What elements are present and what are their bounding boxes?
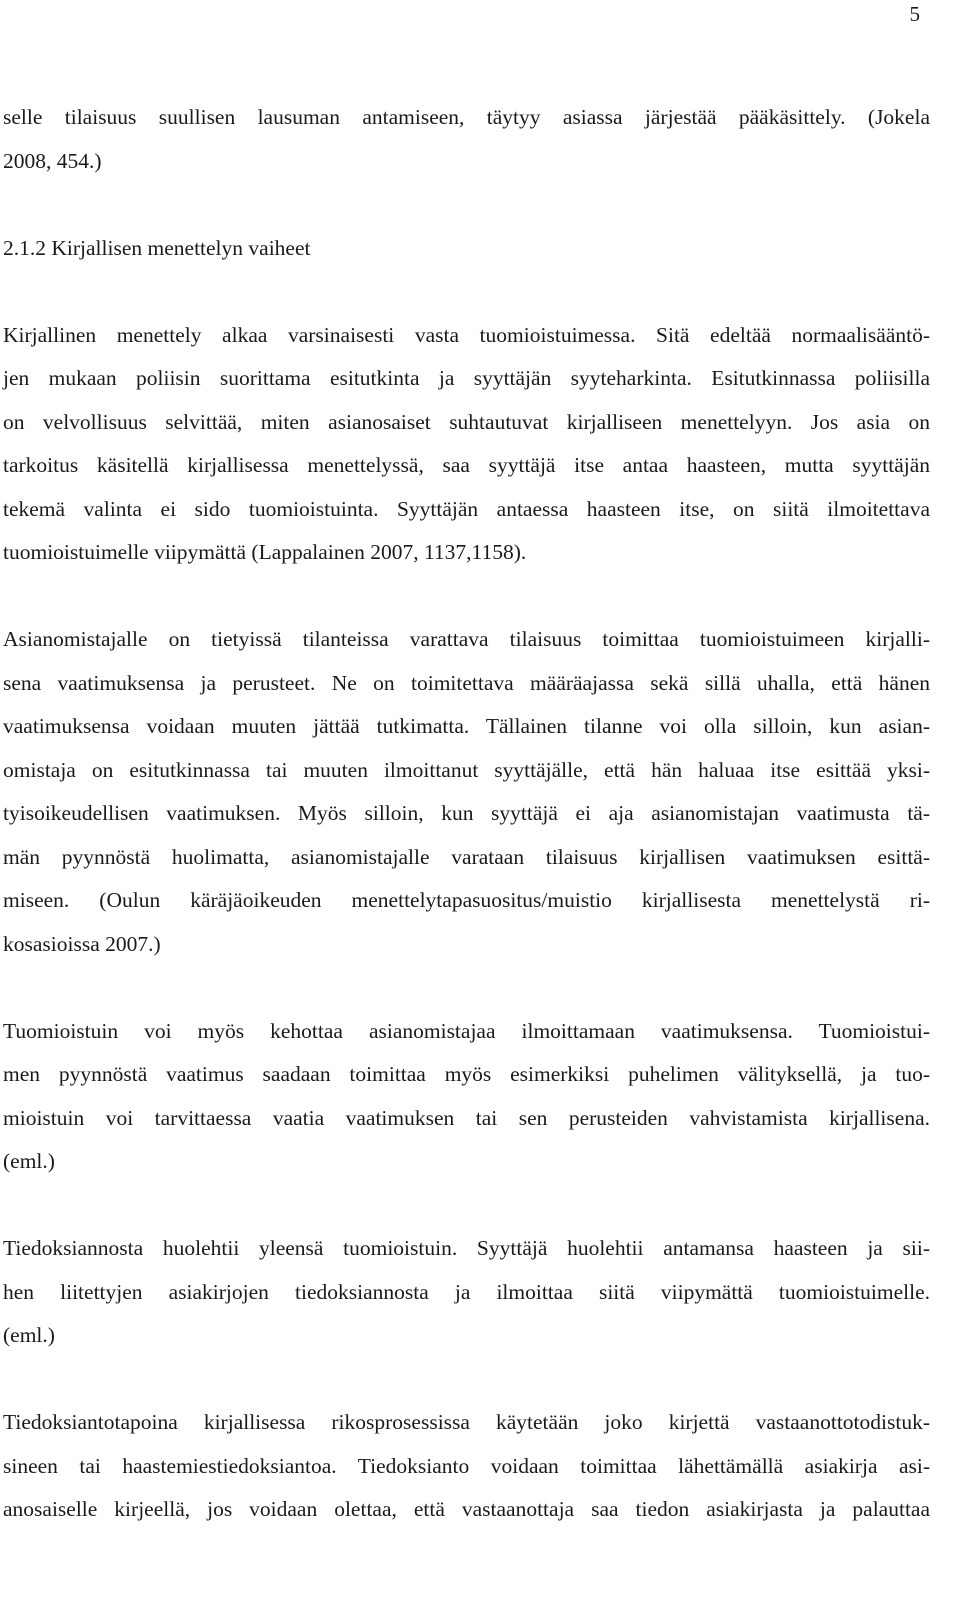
- text-line: anosaiselle kirjeellä, jos voidaan olettaa, että vastaanottaja saa tiedon asiakirjasta ja palauttaa: [3, 1497, 930, 1521]
- paragraph-tiedoksiannosta: [3, 1227, 930, 1358]
- text-line: Kirjallinen menettely alkaa varsinaisesti vasta tuomioistuimessa. Sitä edeltää normaalisääntö-: [3, 322, 930, 347]
- text-line: Tuomioistuin voi myös kehottaa asianomistajaa ilmoittamaan vaatimuksensa. Tuomioistui-: [3, 1018, 930, 1043]
- text-line: omistaja on esitutkinnassa tai muuten ilmoittanut syyttäjälle, että hän haluaa itse esittää yksi-: [3, 757, 930, 782]
- text-line: män pyynnöstä huolimatta, asianomistajalle varataan tilaisuus kirjallisen vaatimuksen esittä-: [3, 844, 930, 869]
- text-line: miseen. (Oulun käräjäoikeuden menettelytapasuositus/muistio kirjallisesta menettelystä ri-: [3, 888, 930, 912]
- text-line: mioistuin voi tarvittaessa vaatia vaatimuksen tai sen perusteiden vahvistamista kirjallisena.: [3, 1105, 930, 1130]
- text-line: tyisoikeudellisen vaatimuksen. Myös silloin, kun syyttäjä ei aja asianomistajan vaatimusta tä-: [3, 801, 930, 825]
- text-line: men pyynnöstä vaatimus saadaan toimittaa myös esimerkiksi puhelimen välityksellä, ja tuo-: [3, 1062, 930, 1086]
- text-line: vaatimuksensa voidaan muuten jättää tutkimatta. Tällainen tilanne voi olla silloin, kun asian-: [3, 714, 930, 738]
- text-line: sineen tai haastemiestiedoksiantoa. Tiedoksianto voidaan toimittaa lähettämällä asiakirja asi-: [3, 1453, 930, 1478]
- text-line: on velvollisuus selvittää, miten asianosaiset suhtautuvat kirjalliseen menettelyyn. Jos asia on: [3, 409, 930, 434]
- paragraph-asianomistajalle: [3, 618, 930, 966]
- text-line: kosasioissa 2007.): [3, 931, 161, 956]
- paragraph-kirjallinen-menettely: [3, 314, 930, 575]
- page-number: 5: [909, 2, 920, 26]
- text-line: tekemä valinta ei sido tuomioistuinta. Syyttäjän antaessa haasteen itse, on siitä ilmoitettava: [3, 496, 930, 521]
- text-line: (eml.): [3, 1149, 55, 1173]
- document-body: [3, 96, 930, 1532]
- text-line: 2008, 454.): [3, 148, 102, 173]
- text-line: Tiedoksiannosta huolehtii yleensä tuomioistuin. Syyttäjä huolehtii antamansa haasteen ja sii-: [3, 1236, 930, 1260]
- text-line: hen liitettyjen asiakirjojen tiedoksiannosta ja ilmoittaa siitä viipymättä tuomioistuimelle.: [3, 1279, 930, 1304]
- text-line: sena vaatimuksensa ja perusteet. Ne on toimitettava määräajassa sekä sillä uhalla, että hänen: [3, 670, 930, 695]
- text-line: Tiedoksiantotapoina kirjallisessa rikosprosessissa käytetään joko kirjettä vastaanottotodistuk-: [3, 1410, 930, 1434]
- paragraph-tiedoksiantotapoina: [3, 1401, 930, 1532]
- text-line: tuomioistuimelle viipymättä (Lappalainen 2007, 1137,1158).: [3, 540, 527, 564]
- text-line: tarkoitus käsitellä kirjallisessa menettelyssä, saa syyttäjä itse antaa haasteen, mutta syyttäjän: [3, 453, 930, 477]
- text-line: selle tilaisuus suullisen lausuman antamiseen, täytyy asiassa järjestää pääkäsittely. (Jokela: [3, 105, 930, 129]
- section-heading: [3, 227, 930, 271]
- heading-text: 2.1.2 Kirjallisen menettelyn vaiheet: [3, 235, 311, 260]
- text-line: Asianomistajalle on tietyissä tilanteissa varattava tilaisuus toimittaa tuomioistuimeen kirjalli-: [3, 627, 930, 651]
- text-line: jen mukaan poliisin suorittama esitutkinta ja syyttäjän syyteharkinta. Esitutkinnassa poliisilla: [3, 366, 930, 390]
- paragraph-continuation: [3, 96, 930, 183]
- paragraph-tuomioistuin: [3, 1010, 930, 1184]
- text-line: (eml.): [3, 1323, 55, 1347]
